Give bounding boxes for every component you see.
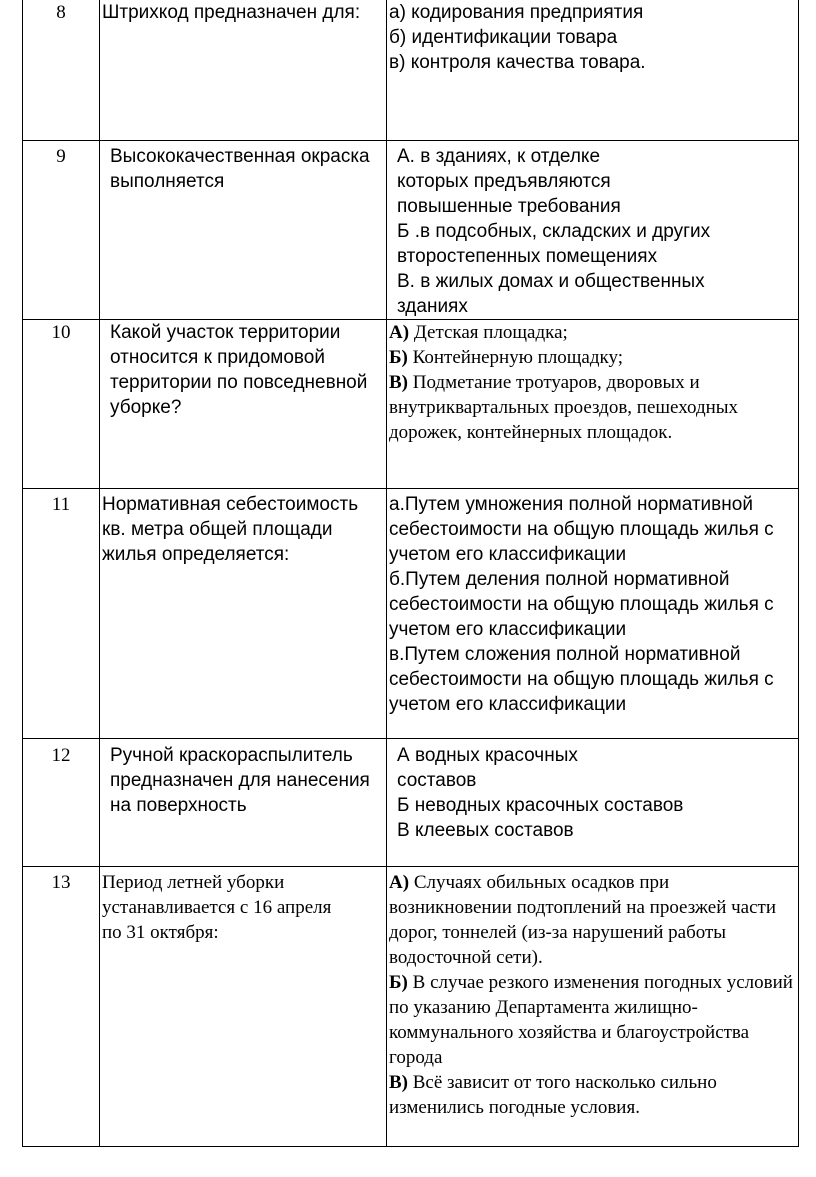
question-text: Период летней уборки xyxy=(102,872,285,893)
answer-option xyxy=(389,1070,794,1120)
answer-text: Случаях обильных осадков при возникновении подтоплений на проезжей части дорог, тоннелей (из-за нарушений работы водосточной сети). xyxy=(389,872,777,968)
answer-option: б) идентификации товара xyxy=(389,27,618,48)
answer-option: в.Путем сложения полной нормативной себестоимости на общую площадь жилья с учетом его классификации xyxy=(389,644,774,715)
answers-cell xyxy=(387,320,799,489)
question-text: Нормативная себестоимость xyxy=(102,494,359,515)
answer-label: А) xyxy=(389,872,410,893)
question-text: относится к придомовой xyxy=(110,347,325,368)
answer-option xyxy=(389,970,794,1070)
table-row xyxy=(23,867,799,1147)
answers-cell xyxy=(387,489,799,739)
question-text: на поверхность xyxy=(110,795,247,816)
answer-option: в) контроля качества товара. xyxy=(389,52,646,73)
answer-text: Подметание тротуаров, дворовых и внутриквартальных проездов, пешеходных дорожек, контейнерных площадок. xyxy=(389,372,739,443)
answer-label: В) xyxy=(389,1072,408,1093)
table-row xyxy=(23,141,799,320)
answer-label: А) xyxy=(389,322,410,343)
answer-option: Б .в подсобных, складских и других xyxy=(397,221,711,242)
answer-option: составов xyxy=(397,770,477,791)
answer-text: Всё зависит от того насколько сильно изменились погодные условия. xyxy=(389,1072,717,1118)
question-text: Какой участок территории xyxy=(110,322,341,343)
question-text: жилья определяется: xyxy=(102,544,290,565)
row-number: 13 xyxy=(23,867,100,1147)
answer-option: повышенные требования xyxy=(397,196,621,217)
table-row xyxy=(23,489,799,739)
answer-option: зданиях xyxy=(397,296,468,317)
answer-option: А. в зданиях, к отделке xyxy=(397,146,601,167)
question-text: кв. метра общей площади xyxy=(102,519,333,540)
question-text: Штрихкод предназначен для: xyxy=(102,2,361,23)
question-text: устанавливается с 16 апреля xyxy=(102,897,332,918)
answers-cell xyxy=(387,739,799,867)
answer-option: В клеевых составов xyxy=(397,820,574,841)
answer-text: Контейнерную площадку; xyxy=(407,347,624,368)
row-number: 8 xyxy=(23,0,100,141)
question-cell xyxy=(100,320,387,489)
answer-text: Детская площадка; xyxy=(409,322,568,343)
answer-label: Б) xyxy=(389,972,408,993)
answer-option: б.Путем деления полной нормативной себестоимости на общую площадь жилья с учетом его классификации xyxy=(389,569,774,640)
question-text: предназначен для нанесения xyxy=(110,770,370,791)
answer-label: Б) xyxy=(389,347,408,368)
row-number: 10 xyxy=(23,320,100,489)
question-cell xyxy=(100,0,387,141)
question-text: по 31 октября: xyxy=(102,922,219,943)
answer-option: В. в жилых домах и общественных xyxy=(397,271,705,292)
answers-cell xyxy=(387,867,799,1147)
row-number: 12 xyxy=(23,739,100,867)
table-row xyxy=(23,0,799,141)
answer-option xyxy=(389,870,794,970)
row-number: 9 xyxy=(23,141,100,320)
answer-option: а) кодирования предприятия xyxy=(389,2,644,23)
answer-option: А водных красочных xyxy=(397,745,578,766)
answer-option xyxy=(389,345,798,370)
answer-option xyxy=(389,320,798,345)
question-text: выполняется xyxy=(110,171,225,192)
answer-option: второстепенных помещениях xyxy=(397,246,658,267)
answer-text: В случае резкого изменения погодных условий по указанию Департамента жилищно-коммунального хозяйства и благоустройства города xyxy=(389,972,793,1068)
answer-option: а.Путем умножения полной нормативной себестоимости на общую площадь жилья с учетом его классификации xyxy=(389,494,774,565)
question-cell xyxy=(100,489,387,739)
question-text: уборке? xyxy=(110,397,182,418)
row-number: 11 xyxy=(23,489,100,739)
answer-option xyxy=(389,370,798,445)
question-cell xyxy=(100,739,387,867)
question-cell xyxy=(100,867,387,1147)
table-row xyxy=(23,320,799,489)
answers-cell xyxy=(387,0,799,141)
question-text: Ручной краскораспылитель xyxy=(110,745,353,766)
question-text: территории по повседневной xyxy=(110,372,368,393)
questions-table xyxy=(22,0,799,1147)
question-cell xyxy=(100,141,387,320)
answer-label: В) xyxy=(389,372,408,393)
question-text: Высококачественная окраска xyxy=(110,146,370,167)
answer-option: Б неводных красочных составов xyxy=(397,795,684,816)
answer-option: которых предъявляются xyxy=(397,171,611,192)
table-row xyxy=(23,739,799,867)
answers-cell xyxy=(387,141,799,320)
